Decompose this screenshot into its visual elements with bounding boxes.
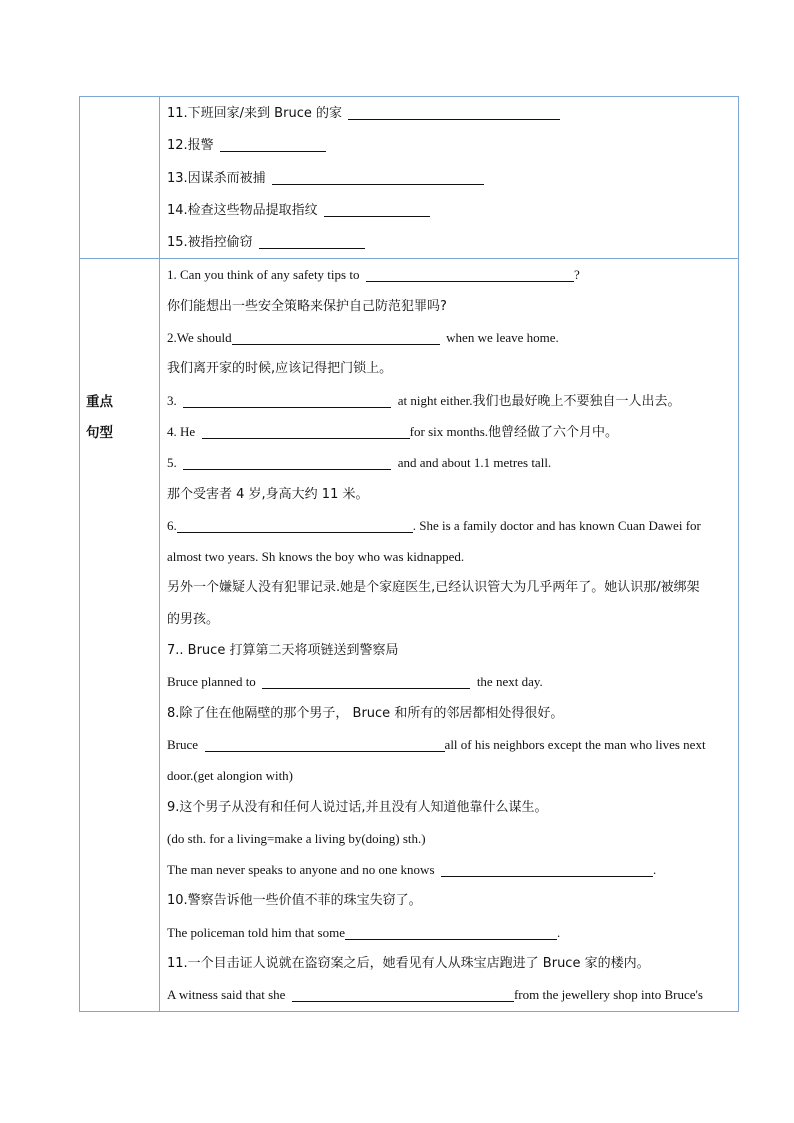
sentence-text: for six months.他曾经做了六个月中。 bbox=[409, 423, 619, 439]
worksheet bbox=[79, 96, 739, 1012]
answer-blank[interactable] bbox=[177, 518, 413, 533]
sentence-line: door.(get alongion with) bbox=[167, 768, 294, 784]
section-label bbox=[80, 387, 159, 449]
sentence-text: the next day. bbox=[476, 674, 543, 690]
translation-line: 8.除了住在他隔壁的那个男子， Bruce 和所有的邻居都相处得很好。 bbox=[167, 705, 564, 721]
sentence-text: 2.We should bbox=[167, 330, 232, 346]
answer-blank[interactable] bbox=[324, 202, 430, 217]
translation-line: 的男孩。 bbox=[167, 611, 220, 627]
phrase-item bbox=[167, 97, 732, 129]
sentence-text: and and about 1.1 metres tall. bbox=[397, 455, 552, 471]
sentence-line bbox=[167, 447, 732, 478]
translation-line: 另外一个嫌疑人没有犯罪记录.她是个家庭医生,已经认识管大为几乎两年了。她认识那/被绑架 bbox=[167, 580, 700, 596]
sentence-text: 1. Can you think of any safety tips to bbox=[167, 267, 360, 283]
sentence-text: . bbox=[653, 862, 657, 878]
phrases-row bbox=[80, 97, 739, 259]
answer-blank[interactable] bbox=[259, 234, 365, 249]
section-label-line: 重点 bbox=[86, 394, 113, 411]
answer-blank[interactable] bbox=[366, 267, 574, 282]
phrase-text: 13.因谋杀而被捕 bbox=[167, 170, 266, 186]
sentence-line bbox=[167, 259, 732, 290]
answer-blank[interactable] bbox=[272, 170, 484, 185]
sentence-text: Bruce bbox=[167, 736, 199, 752]
phrase-text: 12.报警 bbox=[167, 138, 214, 154]
sentence-line bbox=[167, 416, 732, 447]
answer-blank[interactable] bbox=[183, 393, 391, 408]
answer-blank[interactable] bbox=[348, 105, 560, 120]
sentence-text: . She is a family doctor and has known Cuan Dawei for bbox=[412, 517, 701, 533]
answer-blank[interactable] bbox=[441, 862, 653, 877]
hint-line: (do sth. for a living=make a living by(doing) sth.) bbox=[167, 830, 426, 846]
key-sentences-row bbox=[80, 259, 739, 1011]
sentence-line: almost two years. Sh knows the boy who was kidnapped. bbox=[167, 549, 465, 565]
phrase-item bbox=[167, 129, 732, 161]
phrases-label-cell bbox=[80, 97, 160, 259]
translation-line: 那个受害者 4 岁,身高大约 11 米。 bbox=[167, 486, 369, 502]
phrases-cell bbox=[160, 97, 739, 259]
phrase-item bbox=[167, 226, 732, 258]
sentence-text: from the jewellery shop into Bruce's bbox=[513, 987, 703, 1003]
answer-blank[interactable] bbox=[262, 674, 470, 689]
answer-blank[interactable] bbox=[202, 424, 410, 439]
key-sentences-cell bbox=[160, 259, 739, 1011]
sentence-line bbox=[167, 510, 732, 541]
answer-blank[interactable] bbox=[183, 455, 391, 470]
answer-blank[interactable] bbox=[345, 925, 557, 940]
translation-line: 9.这个男子从没有和任何人说过话,并且没有人知道他靠什么谋生。 bbox=[167, 799, 548, 815]
phrase-item bbox=[167, 194, 732, 226]
sentence-line bbox=[167, 729, 732, 760]
sentence-text: 4. He bbox=[167, 423, 196, 439]
sentence-text: The man never speaks to anyone and no one knows bbox=[167, 862, 435, 878]
answer-blank[interactable] bbox=[205, 737, 445, 752]
sentence-text: A witness said that she bbox=[167, 987, 286, 1003]
sentence-line bbox=[167, 979, 732, 1010]
answer-blank[interactable] bbox=[220, 137, 326, 152]
sentence-line bbox=[167, 322, 732, 353]
translation-line: 10.警察告诉他一些价值不菲的珠宝失窃了。 bbox=[167, 893, 422, 909]
worksheet-table bbox=[79, 96, 739, 1012]
translation-line: 你们能想出一些安全策略来保护自己防范犯罪吗? bbox=[167, 298, 447, 314]
phrase-text: 14.检查这些物品提取指纹 bbox=[167, 202, 318, 218]
phrase-text: 15.被指控偷窃 bbox=[167, 235, 253, 251]
sentence-text: The policeman told him that some bbox=[167, 924, 345, 940]
section-label-cell bbox=[80, 259, 160, 1011]
sentence-text: 6. bbox=[167, 517, 177, 533]
answer-blank[interactable] bbox=[292, 987, 514, 1002]
sentence-text: when we leave home. bbox=[446, 330, 559, 346]
translation-line: 7.. Bruce 打算第二天将项链送到警察局 bbox=[167, 643, 399, 659]
answer-blank[interactable] bbox=[232, 330, 440, 345]
sentence-text: at night either.我们也最好晚上不要独自一人出去。 bbox=[397, 392, 681, 408]
phrase-text: 11.下班回家/来到 Bruce 的家 bbox=[167, 106, 342, 121]
sentence-text: all of his neighbors except the man who lives next bbox=[444, 736, 706, 752]
sentence-line bbox=[167, 917, 732, 948]
sentence-text: Bruce planned to bbox=[167, 674, 256, 690]
section-label-line: 句型 bbox=[86, 425, 113, 442]
sentence-line bbox=[167, 854, 732, 885]
sentence-text: 3. bbox=[167, 392, 177, 408]
sentence-line bbox=[167, 666, 732, 697]
sentence-text: 5. bbox=[167, 455, 177, 471]
sentence-text: ? bbox=[573, 267, 580, 283]
translation-line: 我们离开家的时候,应该记得把门锁上。 bbox=[167, 361, 393, 377]
sentence-line bbox=[167, 385, 732, 416]
translation-line: 11.一个目击证人说就在盗窃案之后，她看见有人从珠宝店跑进了 Bruce 家的楼内。 bbox=[167, 956, 650, 972]
phrase-item bbox=[167, 162, 732, 194]
sentence-text: . bbox=[557, 924, 561, 940]
